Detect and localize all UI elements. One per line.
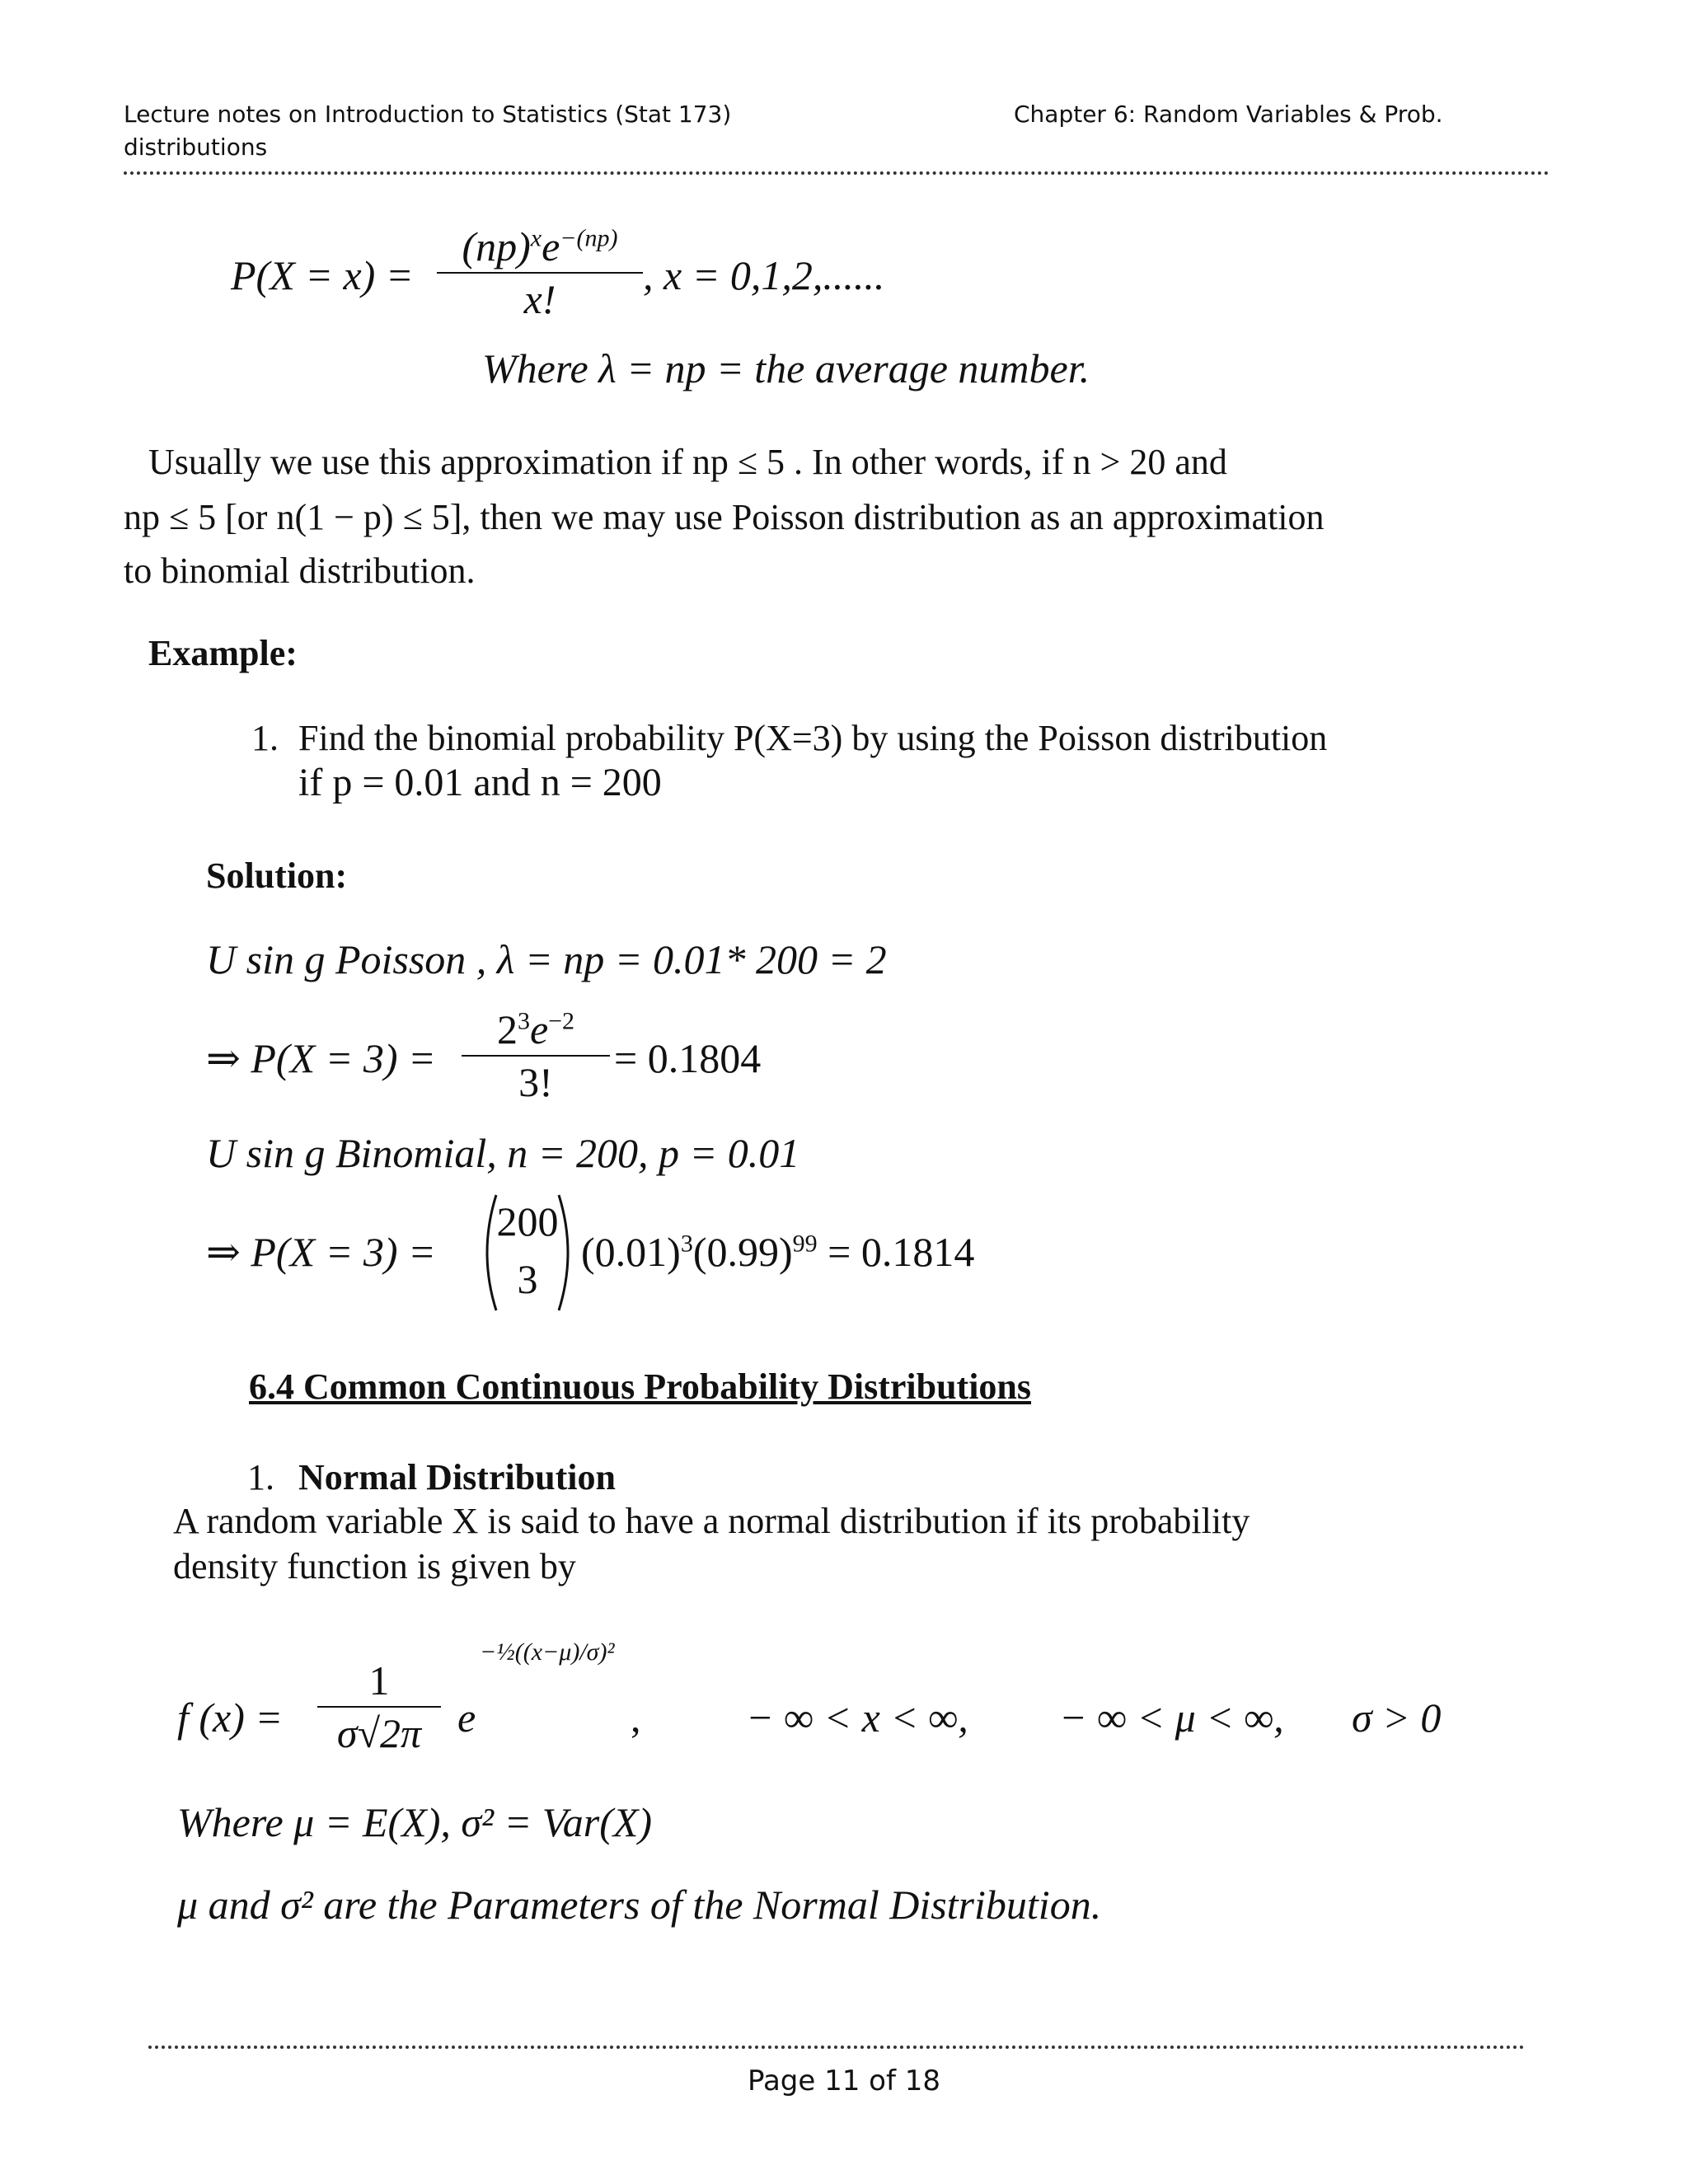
normal-numerator: 1 xyxy=(368,1657,390,1704)
footer-divider xyxy=(148,2046,1525,2049)
solution-poisson-fraction xyxy=(462,1005,610,1106)
normal-condition-mu: − ∞ < μ < ∞, xyxy=(1059,1694,1284,1741)
binomial-bottom: 3 xyxy=(517,1256,538,1302)
solution-heading: Solution: xyxy=(206,855,348,896)
solution-binomial-line: U sin g Binomial, n = 200, p = 0.01 xyxy=(206,1130,800,1176)
solution-poisson-result: = 0.1804 xyxy=(614,1035,762,1081)
solution-poisson-numerator: $2^3e^{-2}$ xyxy=(496,1006,575,1052)
poisson-domain: , x = 0,1,2,...... xyxy=(643,252,885,298)
example-item-number: 1. xyxy=(251,718,279,758)
normal-comma: , xyxy=(631,1694,641,1741)
section-item-number: 1. xyxy=(247,1457,274,1497)
page-number: Page 11 of 18 xyxy=(747,2064,941,2097)
poisson-denominator: x! xyxy=(523,276,556,322)
example-item-line-1: Find the binomial probability P(X=3) by using the Poisson distribution xyxy=(298,718,1328,758)
solution-poisson-prob-lhs: ⇒ P(X = 3) = xyxy=(206,1035,436,1081)
binomial-coefficient xyxy=(478,1191,577,1315)
approx-line-2: np ≤ 5 [or n(1 − p) ≤ 5], then we may use Poisson distribution as an approximation xyxy=(124,497,1325,537)
header-chapter: Chapter 6: Random Variables & Prob. xyxy=(1014,101,1443,128)
normal-lhs: f (x) = xyxy=(177,1694,284,1741)
solution-poisson-denominator: 3! xyxy=(518,1059,553,1105)
normal-condition-x: − ∞ < x < ∞, xyxy=(746,1694,968,1741)
section-desc-line-1: A random variable X is said to have a normal distribution if its probability xyxy=(173,1501,1250,1541)
solution-poisson-line: U sin g Poisson , λ = np = 0.01* 200 = 2 xyxy=(206,936,887,982)
section-desc-line-2: density function is given by xyxy=(173,1546,576,1586)
example-heading: Example: xyxy=(148,633,298,673)
approx-line-1: Usually we use this approximation if np ≤ 5 . In other words, if n > 20 and xyxy=(148,442,1227,482)
normal-condition-sigma: σ > 0 xyxy=(1352,1694,1442,1741)
section-item-title: Normal Distribution xyxy=(298,1457,616,1497)
normal-parameters: μ and σ² are the Parameters of the Normal Distribution. xyxy=(177,1882,1102,1928)
section-title: 6.4 Common Continuous Probability Distributions xyxy=(249,1366,1032,1407)
header-subtitle: distributions xyxy=(124,134,268,161)
example-item-line-2: if p = 0.01 and n = 200 xyxy=(298,761,662,804)
normal-denominator: σ√2π xyxy=(336,1710,422,1756)
header-divider xyxy=(124,171,1550,175)
binomial-top: 200 xyxy=(496,1198,559,1244)
normal-fraction xyxy=(317,1657,441,1757)
solution-binomial-terms: $(0.01)^3(0.99)^{99} = 0.1814$ xyxy=(581,1229,975,1275)
normal-e: e xyxy=(457,1694,476,1741)
approx-line-3: to binomial distribution. xyxy=(124,551,476,591)
solution-binomial-lhs: ⇒ P(X = 3) = xyxy=(206,1229,436,1275)
poisson-numerator: $(np)^xe^{-(np)}$ xyxy=(462,223,618,269)
poisson-fraction xyxy=(437,223,643,323)
poisson-lhs: P(X = x) = xyxy=(231,252,414,298)
normal-where: Where μ = E(X), σ² = Var(X) xyxy=(177,1799,653,1845)
header-title: Lecture notes on Introduction to Statistics (Stat 173) xyxy=(124,101,732,128)
normal-exponent: −½((x−μ)/σ)² xyxy=(480,1638,615,1666)
poisson-where: Where λ = np = the average number. xyxy=(482,345,1090,391)
